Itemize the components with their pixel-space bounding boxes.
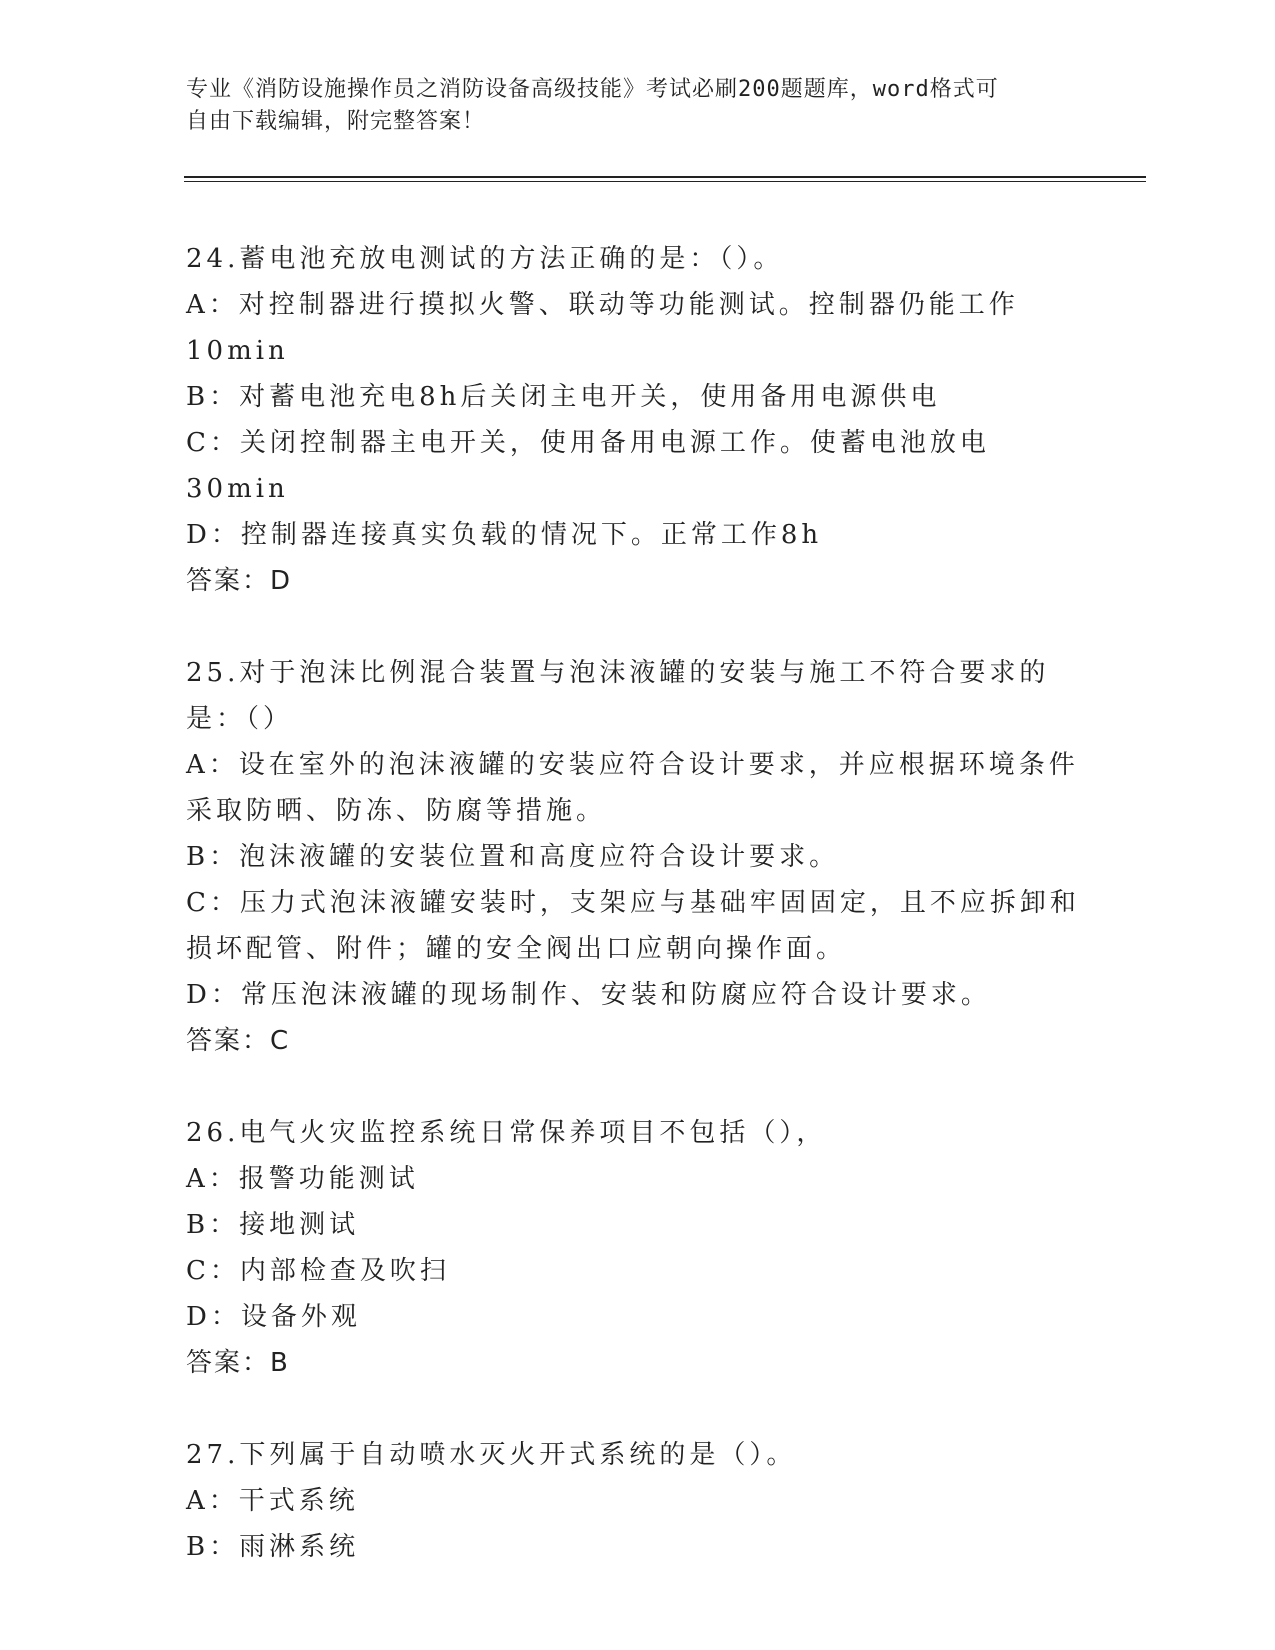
question-24 [186, 236, 1086, 604]
option-c: C：内部检查及吹扫 [186, 1256, 450, 1286]
option-b: B：雨淋系统 [186, 1532, 360, 1562]
question-stem: 24.蓄电池充放电测试的方法正确的是：（）。 [186, 244, 784, 274]
question-25 [186, 650, 1086, 1064]
page-header [186, 74, 1066, 138]
option-c: C：压力式泡沫液罐安装时，支架应与基础牢固固定，且不应拆卸和损坏配管、附件；罐的安全阀出口应朝向操作面。 [186, 888, 1080, 964]
option-b: B：泡沫液罐的安装位置和高度应符合设计要求。 [186, 842, 840, 872]
answer: 答案：B [186, 1348, 290, 1378]
question-stem: 27.下列属于自动喷水灭火开式系统的是（）。 [186, 1440, 797, 1470]
option-b: B：接地测试 [186, 1210, 360, 1240]
header-line-2: 自由下载编辑，附完整答案！ [186, 109, 486, 134]
header-divider-thin [184, 181, 1146, 182]
option-a: A：报警功能测试 [186, 1164, 419, 1194]
option-d: D：常压泡沫液罐的现场制作、安装和防腐应符合设计要求。 [186, 980, 991, 1010]
question-27 [186, 1432, 1086, 1570]
option-a: A：对控制器进行摸拟火警、联动等功能测试。控制器仍能工作10min [186, 290, 1019, 366]
question-26 [186, 1110, 1086, 1386]
option-d: D：设备外观 [186, 1302, 361, 1332]
header-line-1: 专业《消防设施操作员之消防设备高级技能》考试必刷200题题库，word格式可 [186, 77, 999, 102]
option-a: A：干式系统 [186, 1486, 359, 1516]
answer: 答案：C [186, 1026, 291, 1056]
question-list [186, 236, 1086, 1616]
option-a: A：设在室外的泡沫液罐的安装应符合设计要求，并应根据环境条件采取防晒、防冻、防腐等措施。 [186, 750, 1079, 826]
question-stem: 25.对于泡沫比例混合装置与泡沫液罐的安装与施工不符合要求的是：（） [186, 658, 1050, 734]
option-d: D：控制器连接真实负载的情况下。正常工作8h [186, 520, 823, 550]
option-c: C：关闭控制器主电开关，使用备用电源工作。使蓄电池放电30min [186, 428, 990, 504]
header-divider [184, 176, 1146, 178]
option-b: B：对蓄电池充电8h后关闭主电开关，使用备用电源供电 [186, 382, 941, 412]
question-stem: 26.电气火灾监控系统日常保养项目不包括（）， [186, 1118, 827, 1148]
answer: 答案：D [186, 566, 293, 596]
